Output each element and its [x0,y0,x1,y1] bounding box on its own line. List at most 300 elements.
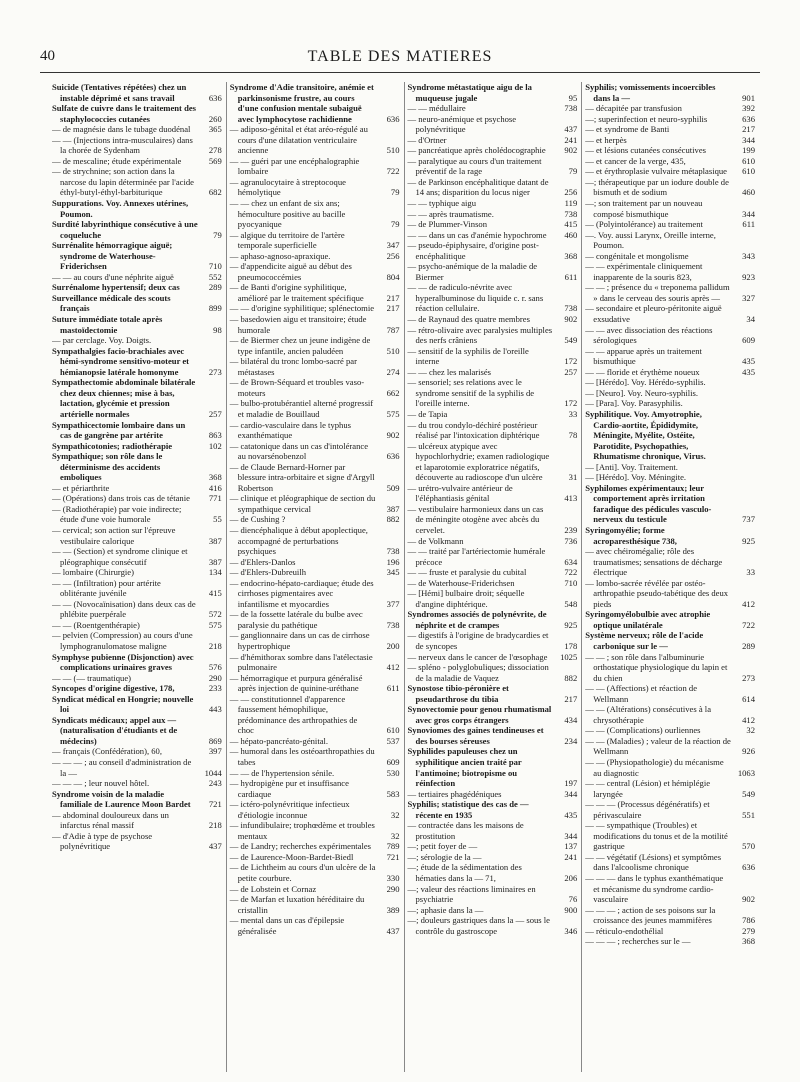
entry-text: — de mescaline; étude expérimentale [52,155,182,166]
entry-page: 200 [386,640,400,651]
entry-text: — et syndrome de Banti [585,124,670,135]
index-entry [585,261,755,282]
entry-text: — [Hérédo]. Voy. Méningite. [585,472,687,483]
index-entry [408,367,578,378]
index-entry [408,841,578,852]
entry-text: — sensitif de la syphilis de l'oreille interne [407,345,529,367]
entry-text: Syphilomes expérimentaux; leur comportement après irritation faradique des pédicules vasculo-nerveux du testicule [585,482,712,525]
page-number: 40 [40,48,55,64]
entry-page: 636 [742,862,755,873]
entry-text: — — (Affections) et réaction de Wellmann [585,683,698,704]
entry-text: — de Cushing ? [229,514,286,525]
entry-page: 1044 [204,767,222,778]
entry-text: — digestifs à l'origine de bradycardies et de syncopes [407,630,549,651]
entry-page: 239 [564,524,578,535]
entry-page: 902 [564,145,578,156]
index-entry [585,926,755,937]
entry-text: — de Brown-Séquard et troubles vaso-moteurs [229,377,365,398]
entry-text: Syndicat médical en Hongrie; nouvelle loi [52,693,194,715]
entry-page: 437 [564,124,578,135]
entry-page: 76 [568,894,578,905]
index-entry [585,166,755,177]
index-entry [52,124,222,135]
entry-page: 330 [386,873,400,884]
entry-text: — — — ; recherches sur le — [585,936,691,947]
index-entry [230,694,400,736]
index-entry [52,451,222,483]
entry-page: 98 [213,324,222,335]
entry-text: — et herpès [585,134,627,145]
index-entry [230,884,400,895]
index-entry [52,282,222,293]
entry-text: — agranulocytaire à streptocoque hémolytique [229,176,346,198]
entry-text: — — ; présence du « treponema pallidum » dans le cerveau des souris après — [585,282,730,303]
entry-page: 79 [390,187,400,198]
index-entry [52,630,222,651]
entry-page: 234 [564,735,578,746]
index-entry [52,715,222,747]
entry-text: — contractée dans les maisons de prostitution [407,820,524,841]
entry-text: —; son traitement par un nouveau composé bismuthique [585,198,703,219]
entry-text: — endocrino-hépato-cardiaque; étude des cirrhoses pigmentaires avec infantilisme et myocardies [229,577,374,609]
index-entry [585,398,755,409]
entry-page: 902 [386,430,400,441]
index-entry [230,778,400,799]
entry-text: — de Lichtheim au cours d'un ulcère de la petite courbure. [229,862,376,884]
index-entry [585,609,755,630]
index-entry [230,609,400,630]
entry-page: 102 [208,440,222,451]
index-entry [52,493,222,504]
index-entry [230,799,400,820]
index-entry [408,884,578,905]
entry-page: 273 [208,366,222,377]
entry-text: — de magnésie dans le tubage duodénal [52,124,191,135]
entry-page: 882 [386,514,400,525]
entry-text: — abdominal douloureux dans un infarctus rénal massif [52,809,169,831]
entry-page: 437 [386,925,400,936]
entry-text: Syndrome voisin de la maladie familiale de Laurence Moon Bardet [52,788,191,810]
entry-page: 738 [564,208,578,219]
index-entry [230,82,400,124]
entry-text: Syphilides papuleuses chez un syphilitique ancien traité par l'antimoine; biotropisme ou réinfection [407,746,522,789]
entry-page: 636 [742,113,755,124]
entry-text: — de Parkinson encéphalitique datant de 14 ans; disparition du locus niger [407,176,549,198]
entry-page: 530 [386,767,400,778]
index-entry [408,135,578,146]
index-entry [585,462,755,473]
index-entry [408,789,578,800]
entry-page: 290 [208,672,222,683]
index-entry [52,810,222,831]
entry-text: — [Anti]. Voy. Traitement. [585,461,678,472]
entry-text: Sympathicectomie lombaire dans un cas de gangrène par artérite [52,419,186,441]
entry-page: 610 [742,166,755,177]
entry-page: 95 [568,92,578,103]
entry-text: — — après traumatisme. [407,208,494,219]
entry-text: — paralytique au cours d'un traitement préventif de la rage [407,155,542,177]
entry-page: 925 [742,535,755,546]
entry-page: 412 [742,598,755,609]
entry-text: Sympathalgies facio-brachiales avec hémi-syndrome sensitivo-moteur et hémianopsie latérale homonyme [52,345,190,377]
entry-page: 387 [208,535,222,546]
index-entry [408,346,578,367]
entry-text: — hydropigène pur et insuffisance cardiaque [229,778,349,799]
entry-text: — de Claude Bernard-Horner par blessure intra-orbitaire et signe d'Argyll Robertson [229,461,375,493]
entry-text: — bulbo-protubérantiel alterné progressif et maladie de Bouillaud [229,398,374,419]
entry-page: 172 [564,356,578,367]
entry-page: 738 [564,303,578,314]
entry-page: 31 [568,472,578,483]
entry-text: Symphyse pubienne (Disjonction) avec complications urinaires graves [52,651,194,673]
index-entry [52,578,222,599]
index-entry [52,272,222,283]
entry-page: 217 [386,292,400,303]
entry-page: 416 [208,482,222,493]
index-entry [230,525,400,557]
index-entry [585,704,755,725]
entry-page: 412 [386,662,400,673]
column-1 [52,82,226,1072]
entry-page: 551 [742,809,755,820]
index-entry [230,820,400,841]
entry-text: — congénitale et mongolisme [585,250,689,261]
entry-text: — d'appendicite aiguë au début des pneumococcémies [229,261,352,282]
entry-page: 435 [742,366,755,377]
entry-text: — pseudo-épiphysaire, d'origine post-encéphalitique [407,240,539,261]
index-entry [585,652,755,684]
index-entry [408,240,578,261]
index-entry [52,377,222,419]
entry-text: — (Polyintolérance) au traitement [585,219,703,230]
entry-text: — catatonique dans un cas d'intolérance au novarsénobenzol [229,440,369,462]
entry-page: 32 [390,809,400,820]
index-entry [230,567,400,578]
entry-text: — sensoriel; ses relations avec le syndrome sensitif de la syphilis de l'oreille interne. [407,377,535,409]
index-entry [230,335,400,356]
entry-page: 243 [208,778,222,789]
entry-text: — — au cours d'une néphrite aiguë [52,271,174,282]
entry-text: Syringomyélobulbie avec atrophie optique unilatérale [585,609,711,630]
index-entry [408,652,578,663]
index-entry [52,135,222,156]
entry-text: — lombaire (Chirurgie) [52,567,134,578]
index-entry [230,177,400,198]
index-entry [52,219,222,240]
entry-text: — neuro-anémique et psychose polynévritique [407,113,517,135]
index-entry [408,820,578,841]
entry-page: 368 [208,472,222,483]
entry-text: — pancréatique après cholédocographie [407,145,546,156]
index-entry [52,103,222,124]
entry-page: 510 [386,345,400,356]
index-entry [52,525,222,546]
index-entry [230,493,400,514]
index-entry [585,346,755,367]
index-entry [585,936,755,947]
entry-page: 722 [564,567,578,578]
entry-text: — — (— traumatique) [52,672,131,683]
index-entry [52,504,222,525]
entry-text: — — — dans le typhus exanthématique et mécanisme du syndrome cardio-vasculaire [585,873,724,905]
entry-page: 377 [386,598,400,609]
index-entry [52,778,222,789]
entry-text: Suture immédiate totale après mastoïdectomie [52,314,163,335]
entry-text: — de Landry; recherches expérimentales [229,841,372,852]
entry-page: 634 [564,556,578,567]
entry-text: — [Hérédo]. Voy. Hérédo-syphilis. [585,377,706,388]
index-entry [408,103,578,114]
entry-text: — décapitée par transfusion [585,103,682,114]
entry-text: — ictéro-polynévritique infectieux d'étiologie inconnue [229,799,350,820]
entry-page: 721 [208,799,222,810]
entry-page: 738 [386,619,400,630]
entry-page: 33 [568,408,578,419]
index-entry [230,230,400,251]
entry-page: 290 [386,883,400,894]
entry-page: 241 [564,851,578,862]
entry-page: 900 [564,904,578,915]
entry-text: — de Laurence-Moon-Bardet-Biedl [229,851,354,862]
entry-text: — [Hémi] bulbaire droit; séquelle d'angine diphtérique. [407,588,525,609]
index-entry [408,409,578,420]
entry-page: 552 [208,271,222,282]
index-entry [585,472,755,483]
entry-text: — nerveux dans le cancer de l'œsophage [407,651,548,662]
entry-text: — — floride et érythème noueux [585,366,700,377]
entry-text: — — avec dissociation des réactions sérologiques [585,324,713,346]
entry-page: 34 [746,314,755,325]
entry-text: — infundibulaire; trophœdème et troubles mentaux [229,820,375,841]
entry-page: 197 [564,778,578,789]
entry-text: — — (Section) et syndrome clinique et pléographique consécutif [52,546,188,567]
entry-page: 509 [386,482,400,493]
entry-page: 279 [742,925,755,936]
entry-page: 217 [386,303,400,314]
entry-page: 722 [386,166,400,177]
entry-text: — — typhique aigu [407,198,477,209]
entry-text: Sympathicotonies; radiothérapie [52,440,173,451]
index-entry [408,905,578,916]
index-entry [408,915,578,936]
entry-text: — avec chéiromégalie; rôle des traumatismes; sensations de décharge électrique [585,546,723,578]
entry-text: — par cerclage. Voy. Doigts. [52,335,152,346]
index-entry [230,841,400,852]
entry-text: — aphaso-agnoso-apraxique. [229,250,331,261]
index-entry [408,198,578,209]
entry-text: — d'Ehlers-Danlos [229,556,296,567]
index-entry [408,230,578,241]
entry-page: 771 [208,493,222,504]
entry-text: — — (Roentgenthérapie) [52,619,140,630]
entry-page: 241 [564,134,578,145]
index-entry [585,799,755,820]
entry-page: 537 [386,735,400,746]
index-entry [52,82,222,103]
entry-text: Syndromes associés de polynévrite, de néphrite et de crampes [407,609,547,630]
entry-text: Syndrome métastatique aigu de la muqueuse jugale [407,82,532,103]
entry-text: Surveillance médicale des scouts français [52,292,171,314]
entry-page: 134 [208,567,222,578]
entry-text: Sulfate de cuivre dans le traitement des staphylococcies cutanées [52,103,197,124]
index-entry [230,156,400,177]
entry-text: — — apparue après un traitement bismuthique [585,345,702,367]
index-entry [230,398,400,419]
entry-text: — secondaire et pleuro-péritonite aiguë exsudative [585,303,722,325]
entry-page: 199 [742,145,755,156]
entry-text: — de Tapia [407,408,448,419]
index-entry [230,894,400,915]
entry-text: — — — ; action de ses poisons sur la croissance des jeunes mammifères [585,904,716,926]
entry-text: — (Opérations) dans trois cas de tétanie [52,493,190,504]
index-entry [230,124,400,156]
entry-text: —; petit foyer de — [407,841,478,852]
entry-text: — — constitutionnel d'apparence faussement hémophilique, prédominance des arthropathies de choc [229,693,358,736]
entry-page: 863 [208,430,222,441]
entry-page: 137 [564,841,578,852]
index-entry [585,230,755,251]
index-entry [230,557,400,568]
entry-page: 1063 [737,767,755,778]
entry-page: 609 [742,335,755,346]
index-entry [408,852,578,863]
index-entry [52,746,222,757]
index-entry [230,852,400,863]
entry-page: 346 [564,925,578,936]
entry-page: 397 [208,746,222,757]
index-entry [585,852,755,873]
entry-page: 611 [742,219,755,230]
entry-text: — — ; son rôle dans l'albuminurie orthostatique physiologique du lapin et du chien [585,651,728,683]
index-entry [585,736,755,757]
entry-page: 368 [564,250,578,261]
entry-text: — spléno - polyglobuliques; dissociation de la maladie de Vaquez [407,662,549,683]
index-entry [230,198,400,230]
entry-text: Synovectomie pour genou rhumatismal avec gros corps étrangers [407,704,552,725]
entry-text: — d'Ehlers-Dubreuilh [229,567,306,578]
entry-page: 233 [208,683,222,694]
index-entry [230,652,400,673]
column-4 [581,82,759,1072]
entry-page: 576 [208,662,222,673]
entry-page: 682 [208,187,222,198]
index-entry [230,862,400,883]
entry-text: — de strychnine; son action dans la narcose du lapin déterminée par l'acide éthyl-butyl-éthyl-barbiturique [52,166,194,198]
entry-page: 804 [386,271,400,282]
entry-text: — — dans un cas d'anémie hypochrome [407,229,547,240]
entry-text: Syndicats médicaux; appel aux — (naturalisation d'étudiants et de médecins) [52,714,178,746]
entry-page: 32 [390,830,400,841]
entry-page: 549 [742,788,755,799]
index-entry [585,525,755,546]
entry-text: — [Neuro]. Voy. Neuro-syphilis. [585,387,698,398]
index-entry [408,209,578,220]
index-entry [585,820,755,852]
entry-page: 786 [742,915,755,926]
index-entry [230,303,400,314]
entry-text: Syphilitique. Voy. Amyotrophie, Cardio-aortite, Épididymite, Méningite, Myélite, Ostéite, Parotidite, Psychopathies, Rhumatisme chronique, Virus. [585,408,706,462]
entry-page: 344 [564,788,578,799]
entry-page: 569 [208,155,222,166]
index-entry [230,314,400,335]
index-entry [585,124,755,135]
entry-text: —; thérapeutique par un iodure double de bismuth et de sodium [585,176,729,198]
entry-page: 721 [386,851,400,862]
entry-page: 344 [564,830,578,841]
index-entry [408,588,578,609]
entry-page: 256 [564,187,578,198]
index-entry [52,420,222,441]
index-entry [585,546,755,578]
entry-text: — — chez un enfant de six ans; hémoculture positive au bacille pyocyanique [229,198,346,230]
entry-page: 257 [564,366,578,377]
entry-page: 610 [742,155,755,166]
entry-page: 368 [742,936,755,947]
index-entry [408,420,578,441]
entry-text: — pelvien (Compression) au cours d'une lymphogranulomatose maligne [52,630,193,651]
entry-text: — d'Ortner [407,134,447,145]
entry-page: 392 [742,103,755,114]
index-entry [585,82,755,103]
index-entry [585,251,755,262]
index-entry [585,630,755,651]
entry-page: 710 [564,577,578,588]
index-entry [230,578,400,610]
index-entry [230,356,400,377]
entry-page: 926 [742,746,755,757]
index-entry [408,261,578,282]
entry-page: 437 [208,841,222,852]
entry-text: — et lésions cutanées consécutives [585,145,707,156]
column-2 [226,82,404,1072]
entry-text: — hépato-pancréato-génital. [229,735,329,746]
entry-text: — et périarthrite [52,482,110,493]
entry-text: — — végétatif (Lésions) et symptômes dans l'alcoolisme chronique [585,851,722,873]
entry-page: 722 [742,619,755,630]
entry-page: 548 [564,598,578,609]
header-rule [40,72,760,73]
entry-text: Sympathectomie abdominale bilatérale chez deux chiennes; mise à bas, lactation, glycémie et pression artérielle normales [52,377,196,419]
entry-page: 570 [742,841,755,852]
index-entry [408,567,578,578]
index-entry [52,789,222,810]
index-entry [52,694,222,715]
index-entry [408,725,578,746]
entry-page: 218 [208,640,222,651]
entry-page: 345 [386,567,400,578]
entry-text: — du trou condylo-déchiré postérieur réalisé par l'intoxication diphtérique [407,419,540,441]
index-entry [408,799,578,820]
entry-text: — de la fossette latérale du bulbe avec paralysie du pathétique [229,609,363,630]
entry-text: Syndrome d'Adie transitoire, anémie et parkinsonisme frustre, au cours d'une confusion mentale subaiguë avec lymphocytose rachidienne [229,82,374,124]
entry-text: — hémorragique et purpura généralisé après injection de quinine-uréthane [229,672,363,694]
entry-text: — — (Injections intra-musculaires) dans la chorée de Sydenham [52,134,193,156]
entry-text: — basedowien aigu et transitoire; étude humorale [229,314,367,335]
entry-page: 78 [568,430,578,441]
index-entry [52,683,222,694]
entry-page: 882 [564,672,578,683]
entry-text: — — (Maladies) ; valeur de la réaction de Wellmann [585,735,731,757]
entry-text: — mental dans un cas d'épilepsie généralisée [229,915,345,936]
entry-page: 32 [746,725,755,736]
index-entry [408,314,578,325]
entry-page: 412 [742,714,755,725]
entry-text: — rétro-olivaire avec paralysies multiples des nerfs crâniens [407,324,553,346]
entry-text: — cardio-vasculaire dans le typhus exanthématique [229,419,351,441]
entry-page: 789 [386,841,400,852]
entry-text: — de Volkmann [407,535,464,546]
entry-text: — — de l'hypertension sénile. [229,767,335,778]
